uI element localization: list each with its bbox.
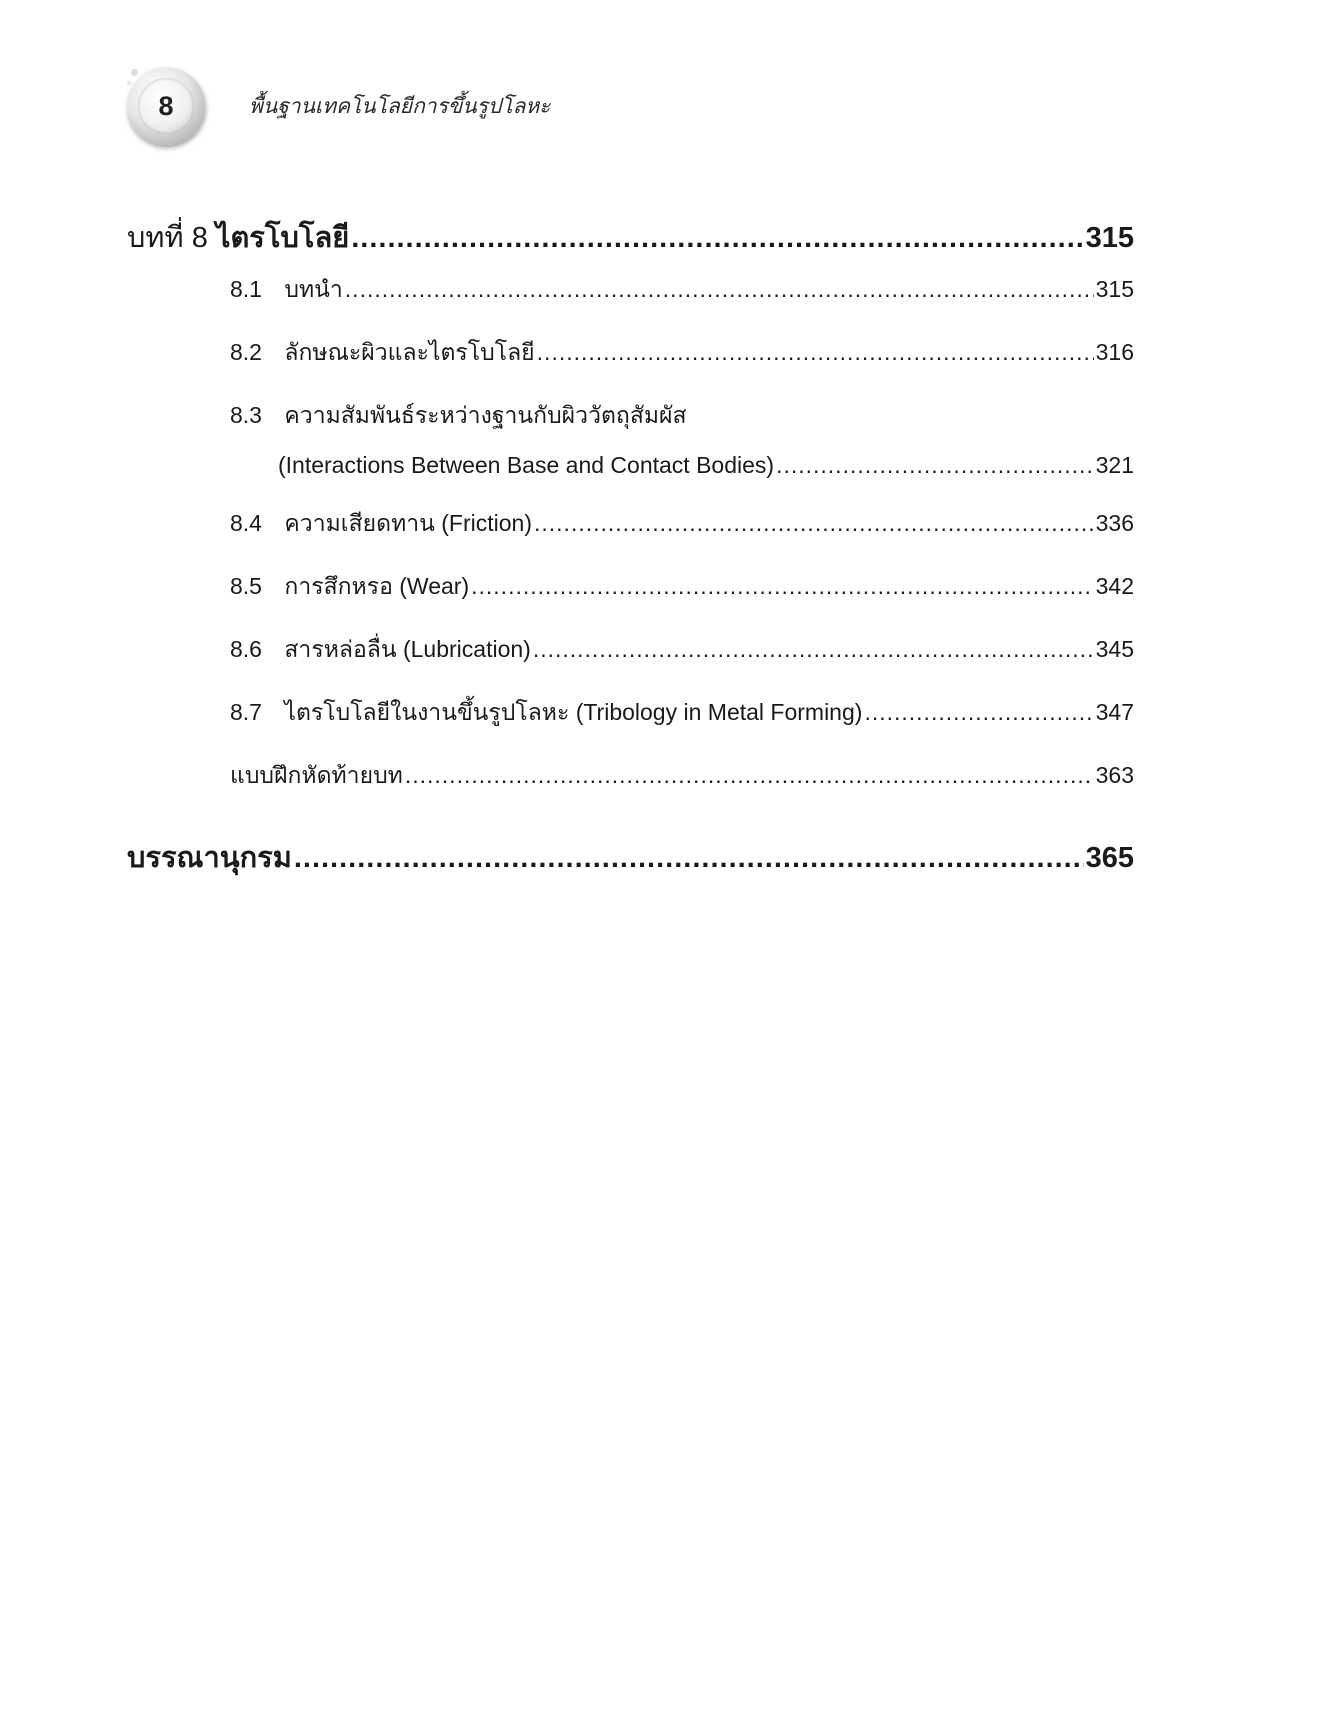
page-number: 8 <box>158 90 174 121</box>
entry-label <box>230 569 469 605</box>
entry-number: 8.6 <box>230 636 262 662</box>
badge-center <box>138 78 194 134</box>
entry-page: 342 <box>1095 573 1134 599</box>
entry-page: 315 <box>1095 276 1134 302</box>
leader-dots <box>471 573 1094 600</box>
leader-dots <box>294 842 1084 875</box>
entry-page: 316 <box>1095 339 1134 365</box>
page-header <box>127 66 550 146</box>
entry-title: การสึกหรอ (Wear) <box>284 573 470 599</box>
bibliography-title: บรรณานุกรม <box>127 842 292 874</box>
toc-entry-8-3-heading <box>230 398 1134 434</box>
leader-dots <box>776 452 1094 479</box>
entry-label <box>230 632 531 668</box>
leader-dots <box>533 636 1094 663</box>
entry-number: 8.4 <box>230 510 262 536</box>
entry-title: สารหล่อลื่น (Lubrication) <box>284 636 531 662</box>
bibliography-page: 365 <box>1085 842 1134 874</box>
toc-entry-8-6 <box>230 632 1134 668</box>
leader-dots <box>534 510 1094 537</box>
leader-dots <box>864 699 1093 726</box>
table-of-contents <box>127 214 1134 884</box>
entry-number: 8.5 <box>230 573 262 599</box>
toc-entry-8-1 <box>230 272 1134 308</box>
leader-dots <box>537 339 1094 366</box>
running-title: พื้นฐานเทคโนโลยีการขึ้นรูปโลหะ <box>249 93 551 118</box>
entry-title: แบบฝึกหัดท้ายบท <box>230 762 403 788</box>
chapter-title: ไตรโบโลยี <box>215 222 350 254</box>
entry-label <box>230 335 535 371</box>
toc-entry-8-4 <box>230 506 1134 542</box>
entry-label <box>230 695 862 731</box>
chapter-prefix: บทที่ 8 <box>127 222 208 254</box>
page-number-badge <box>127 67 205 145</box>
entry-page: 347 <box>1095 699 1134 725</box>
entry-number: 8.2 <box>230 339 262 365</box>
entry-number: 8.7 <box>230 699 262 725</box>
entry-page: 345 <box>1095 636 1134 662</box>
entry-title: ความสัมพันธ์ระหว่างฐานกับผิววัตถุสัมผัส <box>284 402 687 428</box>
chapter-label <box>127 214 349 260</box>
entry-page: 321 <box>1095 452 1134 478</box>
toc-entry-8-2 <box>230 335 1134 371</box>
toc-entry-exercises <box>230 758 1134 794</box>
toc-chapter-row <box>127 214 1134 264</box>
entry-title: บทนำ <box>284 276 343 302</box>
entry-label <box>230 272 343 308</box>
entry-page: 363 <box>1095 762 1134 788</box>
toc-entry-8-7 <box>230 695 1134 731</box>
bubble-decoration <box>127 81 131 85</box>
chapter-page: 315 <box>1085 222 1134 254</box>
leader-dots <box>345 276 1094 303</box>
entry-number: 8.1 <box>230 276 262 302</box>
bubble-decoration <box>131 69 138 76</box>
leader-dots <box>405 762 1094 789</box>
entry-title: ความเสียดทาน (Friction) <box>284 510 532 536</box>
entry-number: 8.3 <box>230 402 262 428</box>
entry-title: ไตรโบโลยีในงานขึ้นรูปโลหะ (Tribology in Metal Forming) <box>284 699 863 725</box>
toc-entry-8-3-continued <box>278 452 1134 479</box>
entry-title-continued: (Interactions Between Base and Contact Bodies) <box>278 452 775 478</box>
entry-title: ลักษณะผิวและไตรโบโลยี <box>284 339 535 365</box>
entry-page: 336 <box>1095 510 1134 536</box>
leader-dots <box>351 222 1083 255</box>
toc-entry-8-5 <box>230 569 1134 605</box>
entry-label <box>230 506 532 542</box>
toc-bibliography-row <box>127 834 1134 884</box>
